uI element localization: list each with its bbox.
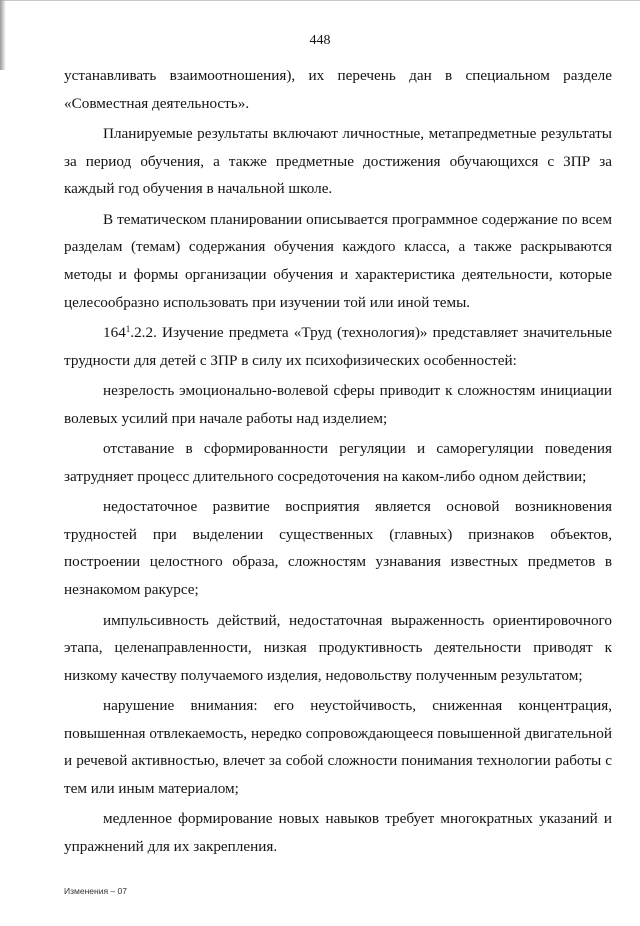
list-item-emotional: незрелость эмоционально-волевой сферы приводит к сложностям инициации волевых усилий при начале работы над изделием; [64,382,612,427]
list-item-impulsivity: импульсивность действий, недостаточная выраженность ориентировочного этапа, целенаправленности, низкая продуктивность деятельности приводят к низкому качеству получаемого изделия, недовольству полученным результатом; [64,611,612,684]
paragraph-section-164 [64,319,612,374]
document-body [64,62,612,864]
paragraph-planned-results: Планируемые результаты включают личностные, метапредметные результаты за период обучения, а также предметные достижения обучающихся с ЗПР за каждый год обучения в начальной школе. [64,125,612,198]
list-item-skills: медленное формирование новых навыков требует многократных указаний и упражнений для их закрепления. [64,810,612,856]
list-item-attention: нарушение внимания: его неустойчивость, сниженная концентрация, повышенная отвлекаемость, нередко сопровождающееся повышенной двигательной и речевой активностью, влечет за собой сложности понимания технологии работы с тем или иным материалом; [64,697,612,797]
section-number: $164^1.2.2$. [103,324,157,342]
scan-edge [0,0,640,1]
list-item-regulation: отставание в сформированности регуляции и саморегуляции поведения затрудняет процесс длительного сосредоточения на каком-либо одном действии; [64,440,612,485]
page-number: 448 [309,33,331,48]
footer-changes-note: Изменения – 07 [64,886,127,896]
section-text: Изучение предмета «Труд (технология)» представляет значительные трудности для детей с ЗПР в силу их психофизических особенностей: [64,324,612,369]
paragraph-continuation: устанавливать взаимоотношения), их перечень дан в специальном разделе «Совместная деятельность». [64,67,612,112]
list-item-perception: недостаточное развитие восприятия является основой возникновения трудностей при выделении существенных (главных) признаков объектов, построении целостного образа, сложностям узнавания известных предметов в незнакомом ракурсе; [64,498,612,599]
paragraph-thematic-planning: В тематическом планировании описывается программное содержание по всем разделам (темам) содержания обучения каждого класса, а также раскрываются методы и формы организации обучения и характеристика деятельности, которые целесообразно использовать при изучении той или иной темы. [64,210,612,311]
